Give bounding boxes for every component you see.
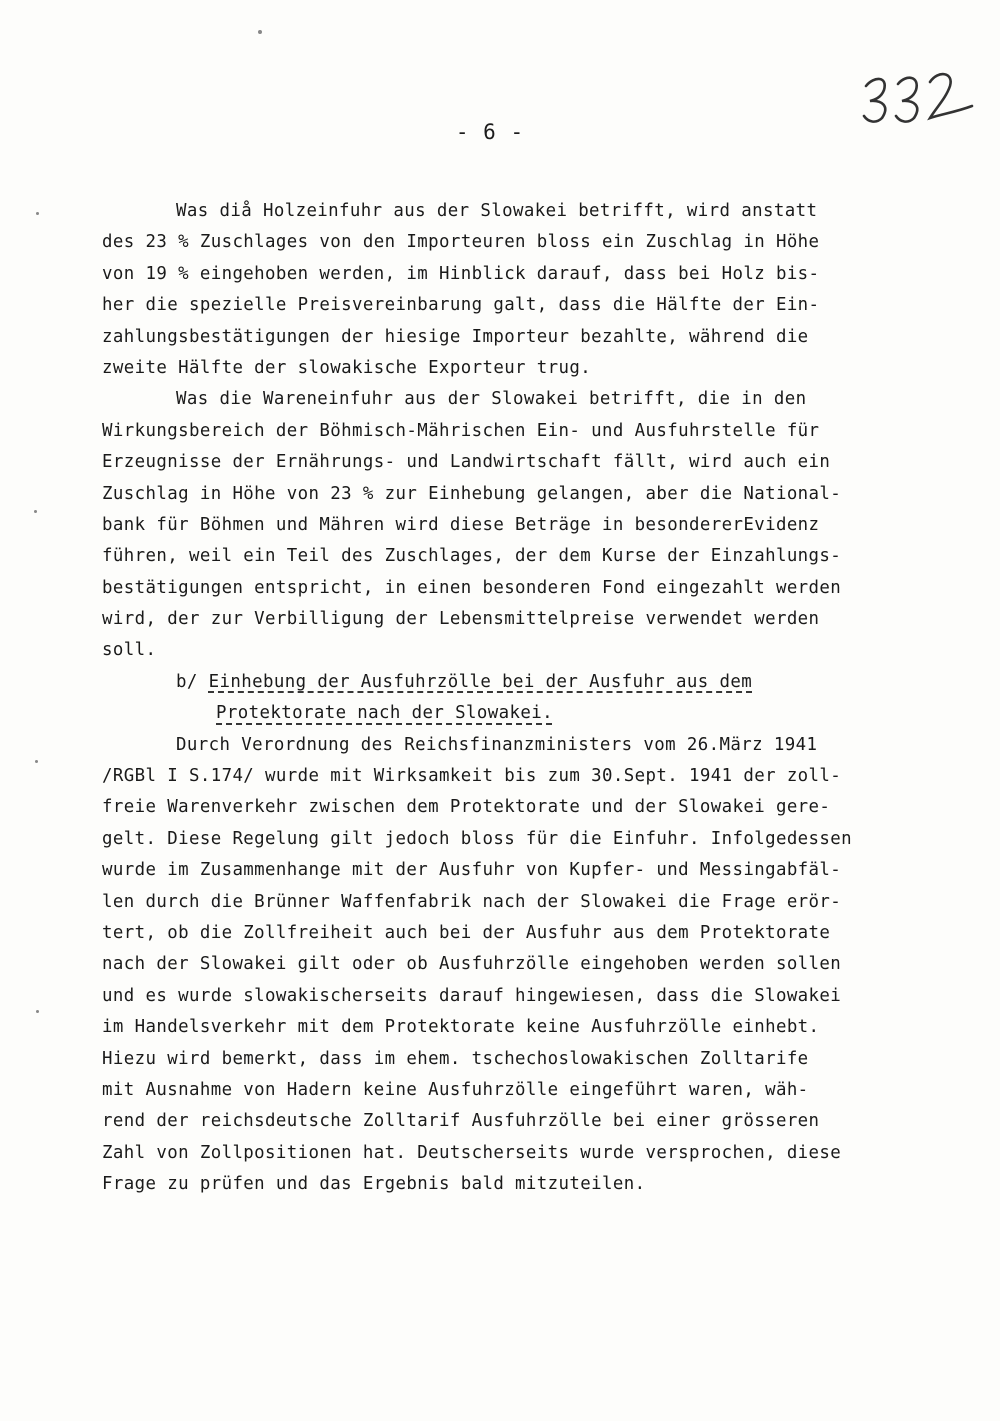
text-line: des 23 % Zuschlages von den Importeuren bloss ein Zuschlag in Höhe (102, 232, 820, 253)
section-heading-line-2: Protektorate nach der Slowakei. (216, 703, 553, 724)
text-line: rend der reichsdeutsche Zolltarif Ausfuhrzölle bei einer grösseren (102, 1111, 820, 1132)
section-heading-line-1: Einhebung der Ausfuhrzölle bei der Ausfuhr aus dem (208, 671, 753, 692)
text-line: von 19 % eingehoben werden, im Hinblick darauf, dass bei Holz bis- (102, 263, 820, 284)
paper-speck (34, 510, 37, 513)
text-line: bank für Böhmen und Mähren wird diese Beträge in besondererEvidenz (102, 514, 820, 535)
text-line: mit Ausnahme von Hadern keine Ausfuhrzölle eingeführt waren, wäh- (102, 1079, 809, 1100)
text-line: und es wurde slowakischerseits darauf hingewiesen, dass die Slowakei (102, 985, 842, 1006)
text-line: soll. (102, 640, 157, 661)
section-marker: b/ (176, 671, 198, 692)
text-line: Durch Verordnung des Reichsfinanzministers vom 26.März 1941 (176, 734, 818, 755)
text-line: im Handelsverkehr mit dem Protektorate keine Ausfuhrzölle einhebt. (102, 1017, 820, 1038)
section-heading (102, 667, 962, 698)
text-line: führen, weil ein Teil des Zuschlages, der dem Kurse der Einzahlungs- (102, 546, 842, 567)
text-line: len durch die Brünner Waffenfabrik nach der Slowakei die Frage erör- (102, 891, 842, 912)
text-line: Zahl von Zollpositionen hat. Deutscherseits wurde versprochen, diese (102, 1142, 842, 1163)
text-line: Wirkungsbereich der Böhmisch-Mährischen Ein- und Ausfuhrstelle für (102, 420, 820, 441)
paper-speck (35, 760, 38, 763)
text-line: Zuschlag in Höhe von 23 % zur Einhebung gelangen, aber die National- (102, 483, 842, 504)
text-line: wird, der zur Verbilligung der Lebensmittelpreise verwendet werden (102, 609, 820, 630)
paper-speck (258, 30, 262, 34)
text-line: wurde im Zusammenhange mit der Ausfuhr von Kupfer- und Messingabfäl- (102, 860, 842, 881)
folio-handwriting-icon (860, 60, 980, 130)
text-line: /RGBl I S.174/ wurde mit Wirksamkeit bis zum 30.Sept. 1941 der zoll- (102, 766, 842, 787)
handwritten-folio-number (860, 60, 980, 130)
paper-speck (36, 212, 39, 215)
section-heading-continuation (102, 698, 962, 729)
text-line: zweite Hälfte der slowakische Exporteur trug. (102, 357, 592, 378)
text-line: nach der Slowakei gilt oder ob Ausfuhrzölle eingehoben werden sollen (102, 954, 842, 975)
text-line: her die spezielle Preisvereinbarung galt, dass die Hälfte der Ein- (102, 295, 820, 316)
text-line: gelt. Diese Regelung gilt jedoch bloss für die Einfuhr. Infolgedessen (102, 828, 853, 849)
text-line: Frage zu prüfen und das Ergebnis bald mitzuteilen. (102, 1174, 646, 1195)
paper-speck (36, 1010, 39, 1013)
folio-text (980, 60, 981, 61)
text-line: Was die Wareneinfuhr aus der Slowakei betrifft, die in den (176, 389, 807, 410)
text-line: zahlungsbestätigungen der hiesige Importeur bezahlte, während die (102, 326, 809, 347)
text-line: Was diå Holzeinfuhr aus der Slowakei betrifft, wird anstatt (176, 201, 818, 221)
text-line: tert, ob die Zollfreiheit auch bei der Ausfuhr aus dem Protektorate (102, 922, 831, 943)
text-line: Erzeugnisse der Ernährungs- und Landwirtschaft fällt, wird auch ein (102, 452, 831, 473)
text-line: freie Warenverkehr zwischen dem Protektorate und der Slowakei gere- (102, 797, 831, 818)
page-number: - 6 - (455, 120, 525, 144)
text-line: bestätigungen entspricht, in einen besonderen Fond eingezahlt werden (102, 577, 842, 598)
text-line: Hiezu wird bemerkt, dass im ehem. tschechoslowakischen Zolltarife (102, 1048, 809, 1069)
typed-text-body (102, 196, 962, 1201)
